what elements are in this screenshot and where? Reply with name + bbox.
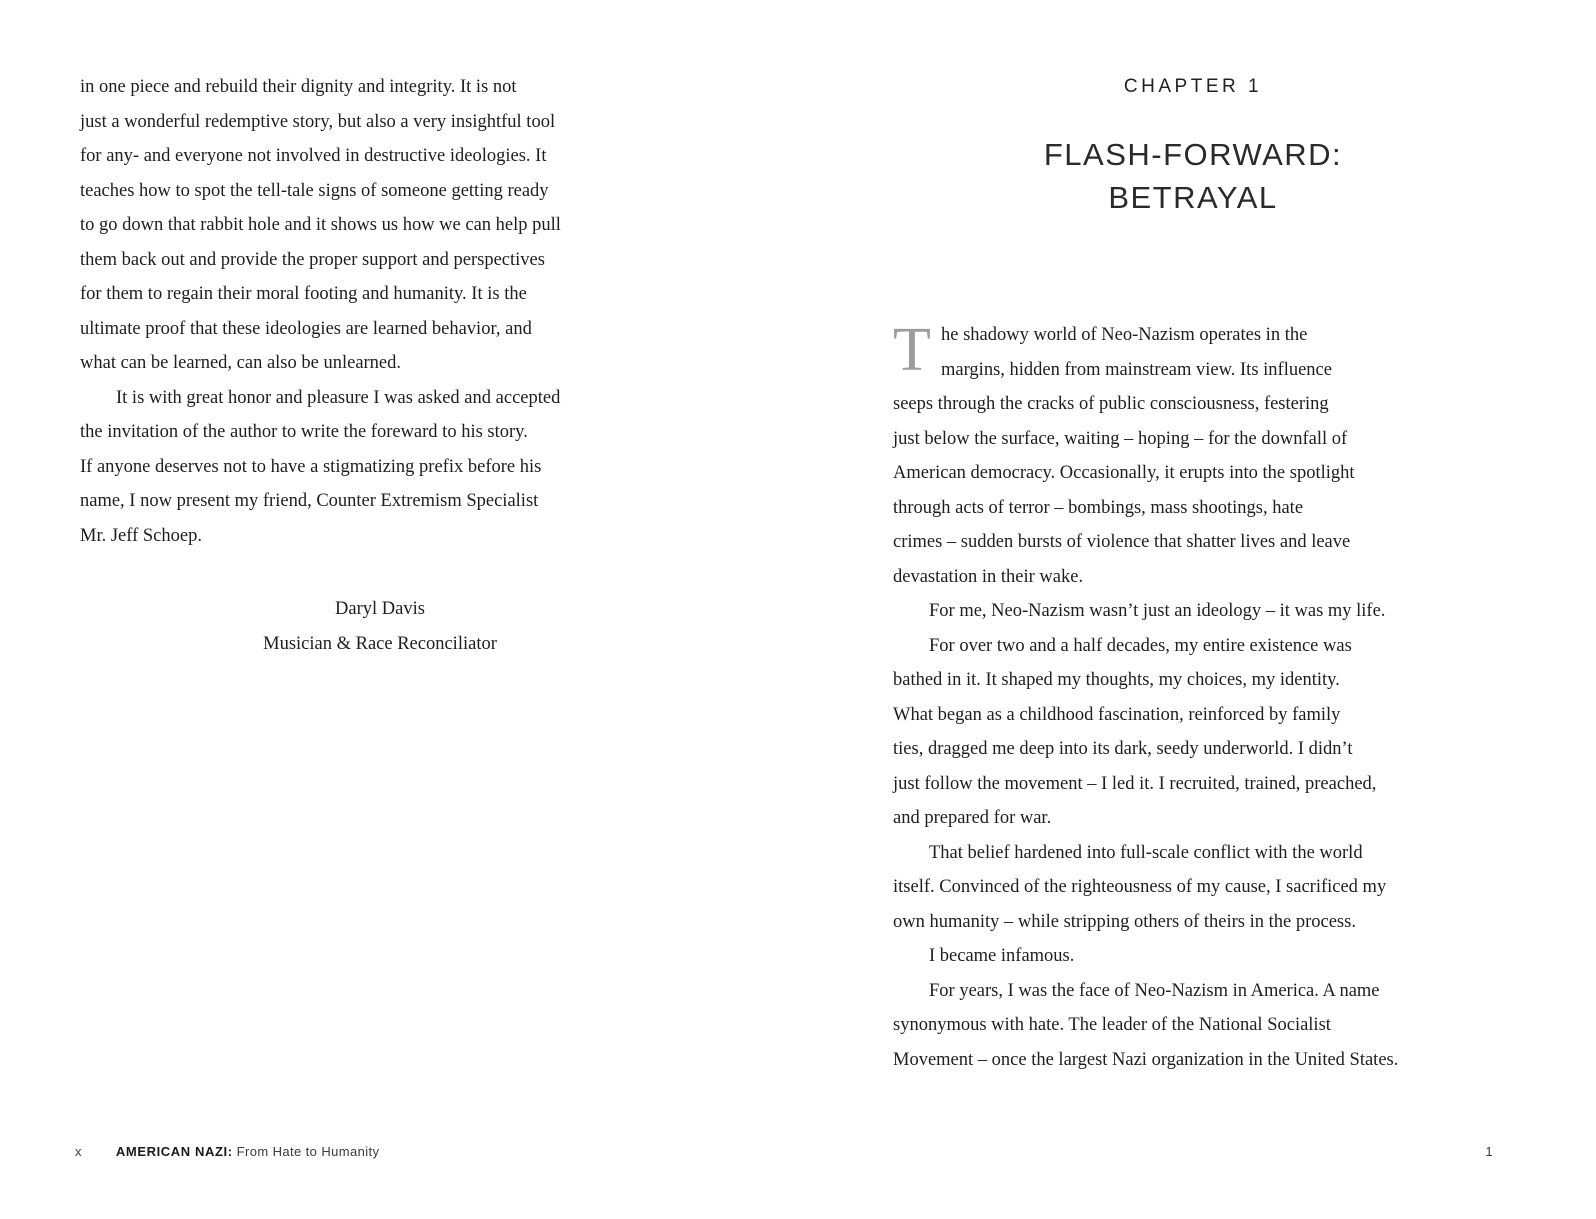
foreword-text	[80, 70, 680, 553]
paragraph	[893, 939, 1493, 974]
paragraph	[893, 629, 1493, 836]
left-page-number: x	[75, 1144, 82, 1159]
text-line: itself. Convinced of the righteousness of my cause, I sacrificed my	[893, 877, 1387, 897]
text-line: bathed in it. It shaped my thoughts, my choices, my identity.	[893, 670, 1340, 690]
text-line: I became infamous.	[929, 946, 1075, 966]
text-line: American democracy. Occasionally, it erupts into the spotlight	[893, 463, 1355, 483]
text-line: he shadowy world of Neo-Nazism operates in the	[941, 325, 1308, 345]
drop-cap: T	[893, 316, 931, 384]
chapter-label: CHAPTER 1	[1123, 76, 1263, 97]
text-line: for any- and everyone not involved in destructive ideologies. It	[80, 146, 547, 166]
signature-name: Daryl Davis	[335, 599, 425, 619]
text-line: just a wonderful redemptive story, but also a very insightful tool	[80, 111, 556, 132]
text-line: teaches how to spot the tell-tale signs of someone getting ready	[80, 180, 549, 201]
text-line: seeps through the cracks of public consciousness, festering	[893, 394, 1329, 414]
paragraph	[80, 381, 680, 554]
book-subtitle: From Hate to Humanity	[236, 1144, 380, 1159]
right-page-footer	[893, 1144, 1493, 1159]
text-line: Movement – once the largest Nazi organization in the United States.	[893, 1049, 1399, 1070]
text-line: what can be learned, can also be unlearned.	[80, 353, 402, 373]
chapter-title	[893, 133, 1493, 219]
text-line: synonymous with hate. The leader of the National Socialist	[893, 1015, 1331, 1035]
paragraph	[893, 836, 1493, 940]
chapter-title-line2: BETRAYAL	[1108, 180, 1278, 215]
chapter-title-line1: FLASH-FORWARD:	[1043, 137, 1343, 172]
text-line: Mr. Jeff Schoep.	[80, 525, 202, 546]
paragraph	[80, 70, 680, 381]
signature-block	[80, 592, 680, 662]
text-line: If anyone deserves not to have a stigmatizing prefix before his	[80, 456, 542, 477]
text-line: in one piece and rebuild their dignity and integrity. It is not	[80, 77, 517, 97]
text-line: ties, dragged me deep into its dark, seedy underworld. I didn’t	[893, 739, 1353, 759]
right-page-number: 1	[1485, 1144, 1493, 1159]
running-book-title	[116, 1144, 380, 1159]
text-line: to go down that rabbit hole and it shows us how we can help pull	[80, 215, 561, 235]
book-title: AMERICAN NAZI:	[115, 1144, 233, 1159]
text-line: For me, Neo-Nazism wasn’t just an ideology – it was my life.	[929, 601, 1386, 621]
text-line: ultimate proof that these ideologies are learned behavior, and	[80, 318, 532, 339]
text-line: for them to regain their moral footing and humanity. It is the	[80, 284, 527, 304]
text-line: It is with great honor and pleasure I was asked and accepted	[116, 387, 561, 408]
text-line: them back out and provide the proper support and perspectives	[80, 249, 545, 270]
paragraph	[893, 318, 1493, 594]
text-line: through acts of terror – bombings, mass shootings, hate	[893, 497, 1304, 518]
signature-title: Musician & Race Reconciliator	[263, 634, 497, 654]
left-page-footer	[75, 1144, 379, 1159]
text-line: devastation in their wake.	[893, 566, 1084, 587]
paragraph	[893, 594, 1493, 629]
text-line: For over two and a half decades, my entire existence was	[929, 635, 1352, 656]
text-line: the invitation of the author to write the foreward to his story.	[80, 422, 528, 442]
chapter-text	[893, 318, 1493, 1077]
text-line: crimes – sudden bursts of violence that shatter lives and leave	[893, 532, 1351, 552]
text-line: own humanity – while stripping others of theirs in the process.	[893, 911, 1356, 932]
text-line: That belief hardened into full-scale conflict with the world	[929, 842, 1363, 863]
text-line: just below the surface, waiting – hoping – for the downfall of	[893, 428, 1348, 449]
text-line: just follow the movement – I led it. I recruited, trained, preached,	[893, 773, 1377, 794]
text-line: name, I now present my friend, Counter Extremism Specialist	[80, 491, 539, 511]
text-line: margins, hidden from mainstream view. Its influence	[941, 359, 1332, 380]
text-line: and prepared for war.	[893, 808, 1052, 828]
paragraph	[893, 974, 1493, 1078]
text-line: What began as a childhood fascination, reinforced by family	[893, 704, 1341, 725]
text-line: For years, I was the face of Neo-Nazism in America. A name	[929, 980, 1380, 1001]
